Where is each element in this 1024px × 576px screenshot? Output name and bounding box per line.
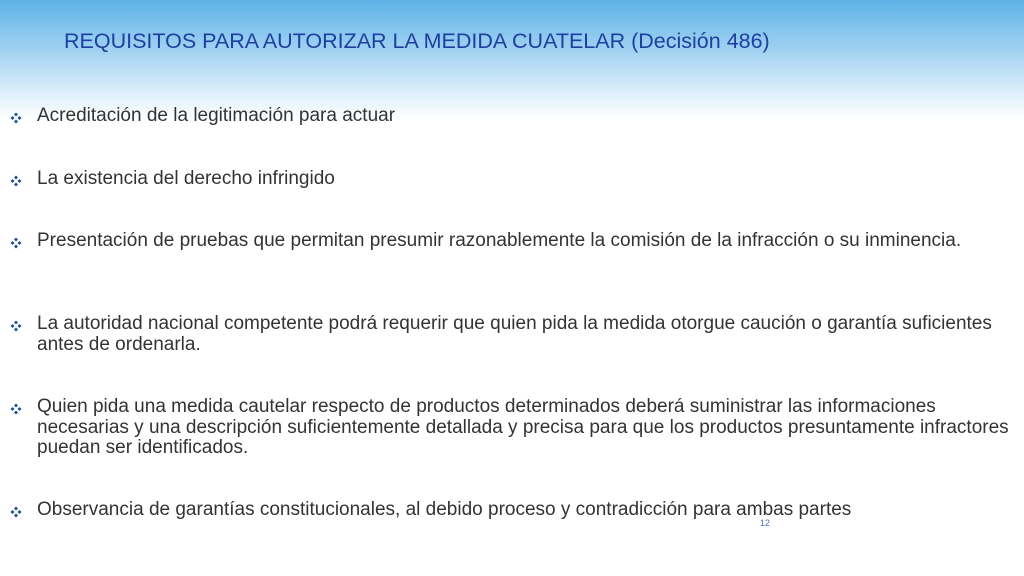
bullet-item-derecho — [10, 169, 1015, 190]
bullet-text: Quien pida una medida cautelar respecto de productos determinados deberá suministrar las informaciones necesarias y una descripción suficientemente detallada y precisa para que los productos presuntamente infractores puedan ser identificados. — [37, 396, 1009, 458]
bullet-item-caucion — [10, 314, 1015, 355]
bullet-text: La existencia del derecho infringido — [37, 168, 335, 189]
slide-number: 12 — [760, 518, 771, 528]
bullet-text: Observancia de garantías constitucionales, al debido proceso y contradicción para ambas partes — [37, 499, 852, 520]
bullet-item-pruebas — [10, 231, 1015, 252]
bullet-text: Acreditación de la legitimación para actuar — [37, 105, 396, 126]
bullet-text: La autoridad nacional competente podrá requerir que quien pida la medida otorgue caución o garantía suficientes antes de ordenarla. — [37, 313, 992, 355]
bullet-item-garantias — [10, 500, 1015, 521]
four-diamond-bullet-icon — [10, 403, 22, 415]
bullet-item-legitimacion — [10, 106, 1015, 127]
slide-title: REQUISITOS PARA AUTORIZAR LA MEDIDA CUATELAR (Decisión 486) — [64, 29, 770, 53]
four-diamond-bullet-icon — [10, 175, 22, 187]
four-diamond-bullet-icon — [10, 506, 22, 518]
bullet-text: Presentación de pruebas que permitan presumir razonablemente la comisión de la infracción o su inminencia. — [37, 230, 962, 251]
four-diamond-bullet-icon — [10, 112, 22, 124]
four-diamond-bullet-icon — [10, 320, 22, 332]
four-diamond-bullet-icon — [10, 237, 22, 249]
bullet-item-productos — [10, 397, 1015, 459]
